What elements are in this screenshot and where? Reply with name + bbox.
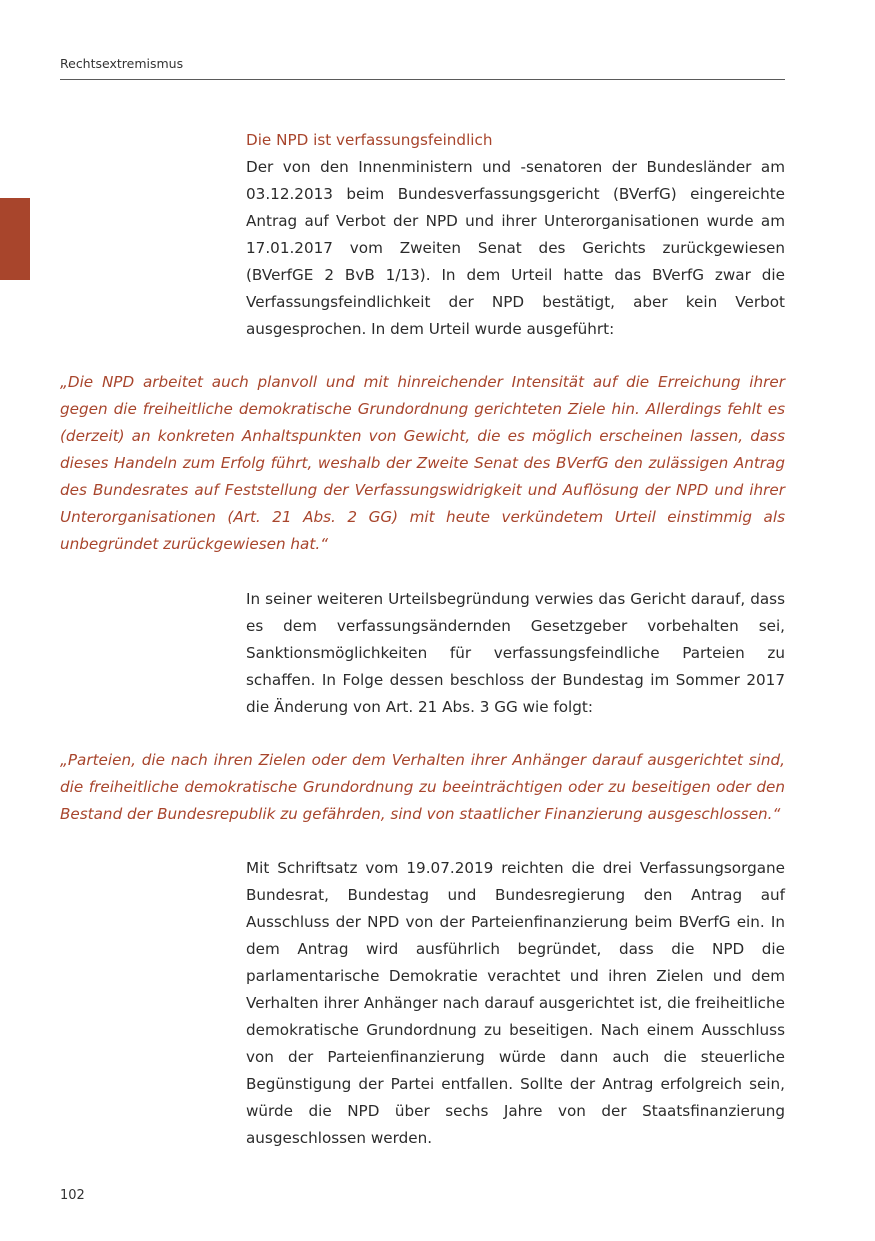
- page-number: 102: [60, 1188, 85, 1203]
- body-paragraph-2: In seiner weiteren Urteilsbegründung verwies das Gericht darauf, dass es dem verfassungsändernden Gesetzgeber vorbehalten sei, Sanktionsmöglichkeiten für verfassungsfeindliche Parteien zu schaffen. In Folge dessen beschloss der Bundestag im Sommer 2017 die Änderung von Art. 21 Abs. 3 GG wie folgt:: [246, 590, 785, 716]
- running-header: Rechtsextremismus: [60, 56, 184, 71]
- section-heading: Die NPD ist verfassungsfeindlich: [246, 131, 493, 149]
- body-paragraph-3: Mit Schriftsatz vom 19.07.2019 reichten die drei Verfassungsorgane Bundesrat, Bundestag und Bundesregierung den Antrag auf Ausschluss der NPD von der Parteienfinanzierung beim BVerfG ein. In dem Antrag wird ausführlich begründet, dass die NPD die parlamentarische Demokratie verachtet und ihren Zielen und dem Verhalten ihrer Anhänger nach darauf ausgerichtet ist, die freiheitliche demokratische Grundordnung zu beseitigen. Nach einem Ausschluss von der Parteienfinanzierung würde dann auch die steuerliche Begünstigung der Partei entfallen. Sollte der Antrag erfolgreich sein, würde die NPD über sechs Jahre von der Staatsfinanzierung ausgeschlossen werden.: [246, 859, 785, 1147]
- quote-block-1: „Die NPD arbeitet auch planvoll und mit hinreichender Intensität auf die Erreichung ihrer gegen die freiheitliche demokratische Grundordnung gerichteten Ziele hin. Allerdings fehlt es (derzeit) an konkreten Anhaltspunkten von Gewicht, die es möglich erscheinen lassen, dass dieses Handeln zum Erfolg führt, weshalb der Zweite Senat des BVerfG den zulässigen Antrag des Bundesrates auf Feststellung der Verfassungswidrigkeit und Auflösung der NPD und ihrer Unterorganisationen (Art. 21 Abs. 2 GG) mit heute verkündetem Urteil einstimmig als unbegründet zurückgewiesen hat.“: [60, 373, 785, 553]
- header-rule: [60, 79, 785, 80]
- body-paragraph-1: Der von den Innenministern und -senatoren der Bundesländer am 03.12.2013 beim Bundesverfassungsgericht (BVerfG) eingereichte Antrag auf Verbot der NPD und ihrer Unterorganisationen wurde am 17.01.2017 vom Zweiten Senat des Gerichts zurückgewiesen (BVerfGE 2 BvB 1/13). In dem Urteil hatte das BVerfG zwar die Verfassungsfeindlichkeit der NPD bestätigt, aber kein Verbot ausgesprochen. In dem Urteil wurde ausgeführt:: [246, 158, 785, 338]
- quote-block-2: „Parteien, die nach ihren Zielen oder dem Verhalten ihrer Anhänger darauf ausgerichtet sind, die freiheitliche demokratische Grundordnung zu beeinträchtigen oder zu beseitigen oder den Bestand der Bundesrepublik zu gefährden, sind von staatlicher Finanzierung ausgeschlossen.“: [60, 751, 785, 823]
- chapter-tab-marker: [0, 198, 30, 280]
